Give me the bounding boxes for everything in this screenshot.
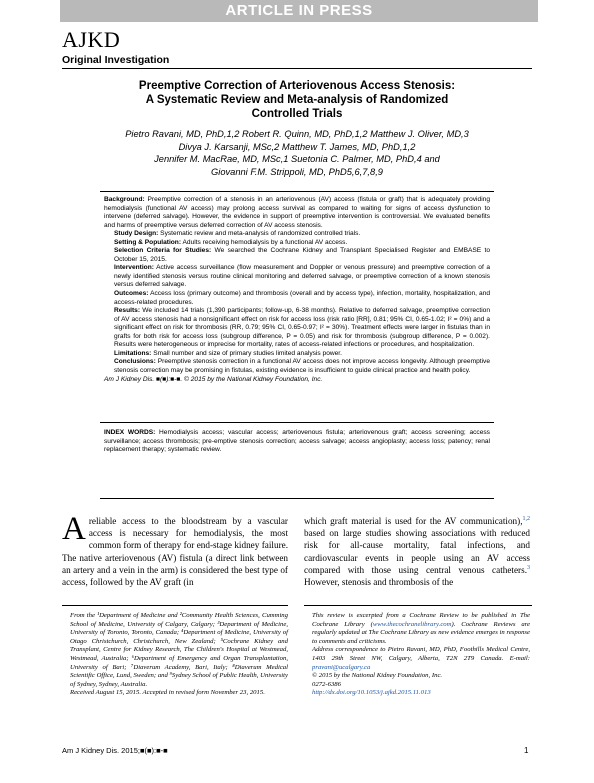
affiliations: From the ¹Department of Medicine and ²Community Health Sciences, Cumming School of Medicine, University of Calgary, Calgary; ³Department of Medicine, University of Toronto, Toronto, Canada; ⁴Department of Medicine, University of Otago Christchurch, Christchurch, New Zealand; ⁵Cochrane Kidney and Transplant, Centre for Kidney Research, The Children's Hospital at Westmead, Westmead, Australia; ⁶Department of Emergency and Organ Transplantation, University of Bari; ⁷Diaverum Academy, Bari, Italy; ⁸Diaverum Medical Scientific Office, Lund, Sweden; and ⁹Sydney School of Public Health, University of Sydney, Sydney, Australia. [70, 612, 288, 688]
correspondence-text: Address correspondence to Pietro Ravani, MD, PhD, Foothills Medical Centre, 1403 29th Street NW, Calgary, Alberta, T2N 2T9 Canada. E-mail: [312, 646, 530, 662]
author-line: Jennifer M. MacRae, MD, MSc,1 Suetonia C. Palmer, MD, PhD,4 and [154, 154, 440, 164]
design-label: Study Design: [114, 230, 159, 238]
background-label: Background: [104, 196, 145, 203]
body-right-text-b: based on large studies showing associations with reduced risk for all-cause mortality, fatal infections, and cardiovascular events in people using an AV access compared with those using central venous catheters. [304, 528, 530, 575]
reference-link[interactable]: 3 [527, 564, 530, 571]
outcomes-text: Access loss (primary outcome) and thrombosis (overall and by access type), infection, mortality, hospitalization, and access-related procedures. [114, 290, 491, 306]
abstract-citation: Am J Kidney Dis. ■(■):■-■. © 2015 by the National Kidney Foundation, Inc. [104, 376, 323, 384]
index-words [104, 429, 490, 455]
outcomes-label: Outcomes: [114, 290, 149, 298]
email-link[interactable]: pravani@ucalgary.ca [312, 663, 371, 671]
received-date: Received August 15, 2015. Accepted in revised form November 23, 2015. [70, 689, 265, 697]
author-line: Giovanni F.M. Strippoli, MD, PhD5,6,7,8,9 [211, 166, 383, 177]
abstract-top-rule [100, 191, 494, 192]
correspondence [304, 646, 530, 672]
author-line: Divya J. Karsanji, MSc,2 Matthew T. James, MD, PhD,1,2 [178, 141, 416, 152]
article-in-press-banner: ARTICLE IN PRESS [60, 0, 538, 22]
copyright: © 2015 by the National Kidney Foundation, Inc. [312, 672, 443, 680]
setting-label: Setting & Population: [114, 238, 182, 246]
author-list [100, 128, 494, 178]
body-column-right [304, 515, 530, 588]
doi-link[interactable]: http://dx.doi.org/10.1053/j.ajkd.2015.11.013 [312, 689, 431, 697]
setting-text: Adults receiving hemodialysis by a functional AV access. [182, 238, 348, 246]
limitations-text: Small number and size of primary studies limited analysis power. [153, 349, 342, 357]
cochrane-note-text-end: ). Cochrane Reviews are regularly updated at The Cochrane Library as new evidence emerges in response to comments and criticisms. [312, 620, 530, 645]
body-text [62, 511, 532, 595]
title-line: A Systematic Review and Meta-analysis of Randomized [145, 94, 449, 106]
footnote-rule-right [304, 605, 532, 606]
issn: 0272-6386 [312, 680, 341, 688]
index-words-label: INDEX WORDS: [104, 429, 156, 436]
selection-label: Selection Criteria for Studies: [114, 247, 212, 255]
design-text: Systematic review and meta-analysis of randomized controlled trials. [160, 230, 361, 238]
reference-link[interactable]: 1,2 [522, 515, 530, 522]
journal-logo: AJKD [62, 27, 121, 52]
header-rule [62, 68, 532, 69]
footnotes-right [304, 612, 530, 698]
cochrane-note [304, 612, 530, 646]
abstract-intervention [104, 264, 490, 290]
title-line: Controlled Trials [251, 108, 343, 120]
cochrane-link[interactable]: www.thecochranelibrary.com [372, 620, 452, 628]
limitations-label: Limitations: [114, 349, 152, 357]
title-line: Preemptive Correction of Arteriovenous Access Stenosis: [138, 80, 456, 92]
conclusions-label: Conclusions: [114, 358, 156, 366]
intervention-text: Active access surveillance (flow measurement and Doppler or venous pressure) and preemptive correction of a newly identified stenosis versus routine clinical monitoring and deferred salvage, or preemptive correction of a known stenosis versus deferred salvage. [114, 264, 491, 289]
selection-text: We searched the Cochrane Kidney and Transplant Specialised Register and EMBASE to October 15, 2015. [114, 247, 490, 263]
intervention-label: Intervention: [114, 264, 154, 272]
page-number: 1 [524, 746, 529, 755]
abstract [104, 196, 490, 385]
body-column-left [62, 511, 288, 588]
abstract-results [104, 307, 490, 350]
keywords-top-rule [100, 422, 494, 423]
abstract-conclusions [104, 358, 490, 375]
cochrane-note-text: This review is excerpted from a Cochrane Review to be published in The Cochrane Library ( [312, 612, 530, 628]
abstract-selection [104, 247, 490, 264]
results-text: We included 14 trials (1,390 participants; follow-up, 6-38 months). Relative to deferred salvage, preemptive correction of AV access stenosis had a nonsignificant effect on risk for access loss (risk ratio [RR], 0.81; 95% CI, 0.65-1.02; I² = 0%) and a significant effect on risk for thrombosis (RR, 0.79; 95% CI, 0.65-0.97; I² = 30%). Treatment effects were larger in fistulas than in grafts for both risk for access loss (subgroup difference, P = 0.05) and risk for thrombosis (subgroup difference, P = 0.002). Results were heterogeneous or imprecise for mortality, rates of access-related infections or procedures, and hospitalization. [114, 307, 490, 349]
conclusions-text: Preemptive stenosis correction in a functional AV access does not improve access longevity. Although preemptive stenosis correction may be promising in fistulas, existing evidence is insufficient to guide clinical practice and health policy. [114, 358, 490, 374]
background-text: Preemptive correction of a stenosis in an arteriovenous (AV) access (fistula or graft) that is adequately providing hemodialysis (functional AV access) may prolong access survival as compared to waiting for signs of access dysfunction to intervene (deferred salvage). However, the evidence in support of preemptive intervention is controversial. We evaluated benefits and harms of preemptive versus deferred correction of AV access stenosis. [104, 196, 490, 229]
abstract-outcomes [104, 290, 490, 307]
index-words-text: Hemodialysis access; vascular access; arteriovenous fistula; arteriovenous graft; access screening; access surveillance; access thrombosis; pre-emptive stenosis correction; access salvage; access angioplasty; access loss; patency; renal replacement therapy; systematic review. [104, 429, 490, 454]
section-label: Original Investigation [62, 54, 170, 66]
abstract-limitations [104, 350, 490, 359]
abstract-background [104, 196, 490, 230]
article-title [100, 79, 494, 121]
footnotes-left [62, 612, 288, 698]
body-left-text: reliable access to the bloodstream by a vascular access is necessary for hemodialysis, the most common form of therapy for end-stage kidney failure. The native arteriovenous (AV) fistula (a direct link between an artery and a vein in the arm) is considered the best type of access, followed by the AV graft (in [62, 516, 288, 588]
abstract-design [104, 230, 490, 239]
drop-cap: A [62, 511, 86, 547]
author-line: Pietro Ravani, MD, PhD,1,2 Robert R. Quinn, MD, PhD,1,2 Matthew J. Oliver, MD,3 [125, 129, 469, 139]
footer-citation: Am J Kidney Dis. 2015;■(■):■-■ [62, 746, 168, 755]
body-right-text-c: However, stenosis and thrombosis of the [304, 577, 454, 588]
footnote-rule-left [62, 605, 288, 606]
abstract-setting [104, 239, 490, 248]
body-right-text-a: which graft material is used for the AV communication), [304, 516, 523, 526]
results-label: Results: [114, 307, 141, 315]
keywords-bottom-rule [100, 498, 494, 499]
